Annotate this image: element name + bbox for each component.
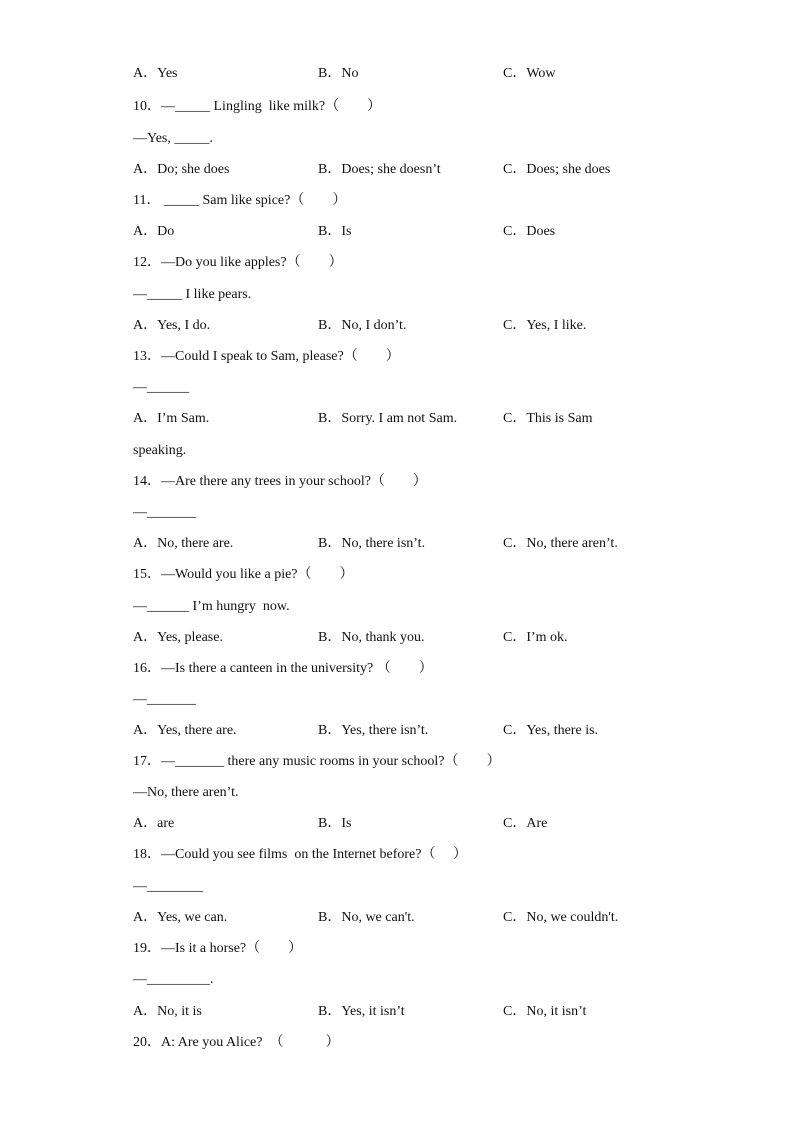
option-b: B．No xyxy=(318,66,359,81)
option-b: B．No, I don’t. xyxy=(318,318,407,333)
option-a: A．are xyxy=(133,816,175,831)
question-line: —_______ xyxy=(133,505,196,520)
option-c: C．No, it isn’t xyxy=(503,1004,587,1019)
question-line: —_________. xyxy=(133,972,214,987)
option-a: A．No, it is xyxy=(133,1004,202,1019)
option-c: C．Yes, I like. xyxy=(503,318,587,333)
question-line: 16．—Is there a canteen in the university? （ ） xyxy=(133,661,433,676)
option-a: A．Yes, there are. xyxy=(133,723,237,738)
question-line: —________ xyxy=(133,879,203,894)
question-line: 19．—Is it a horse?（ ） xyxy=(133,941,303,956)
option-b: B．Yes, it isn’t xyxy=(318,1004,405,1019)
option-c: C．Does xyxy=(503,224,556,239)
option-b: B．Is xyxy=(318,816,352,831)
option-c: C．Yes, there is. xyxy=(503,723,599,738)
question-line: 15．—Would you like a pie?（ ） xyxy=(133,567,354,582)
option-a: A．Yes, we can. xyxy=(133,910,228,925)
question-line: speaking. xyxy=(133,443,187,458)
option-c: C．Are xyxy=(503,816,548,831)
option-b: B．Is xyxy=(318,224,352,239)
question-line: 10．—_____ Lingling like milk?（ ） xyxy=(133,99,382,114)
option-c: C．Does; she does xyxy=(503,162,611,177)
option-a: A．Do; she does xyxy=(133,162,230,177)
question-line: —_______ xyxy=(133,692,196,707)
question-line: 17．—_______ there any music rooms in your school?（ ） xyxy=(133,754,501,769)
option-c: C．This is Sam xyxy=(503,411,593,426)
option-c: C．No, we couldn't. xyxy=(503,910,619,925)
option-b: B．Sorry. I am not Sam. xyxy=(318,411,458,426)
option-b: B．Yes, there isn’t. xyxy=(318,723,429,738)
question-line: 12．—Do you like apples?（ ） xyxy=(133,255,343,270)
question-line: 18．—Could you see films on the Internet before?（ ） xyxy=(133,847,467,862)
option-a: A．Yes, please. xyxy=(133,630,223,645)
option-c: C．No, there aren’t. xyxy=(503,536,618,551)
option-c: C．Wow xyxy=(503,66,556,81)
question-line: 20．A: Are you Alice? （ ） xyxy=(133,1035,340,1050)
option-a: A．No, there are. xyxy=(133,536,234,551)
option-c: C．I’m ok. xyxy=(503,630,568,645)
question-line: —Yes, _____. xyxy=(133,131,213,146)
option-a: A．Yes xyxy=(133,66,178,81)
option-a: A．I’m Sam. xyxy=(133,411,210,426)
question-line: 14．—Are there any trees in your school?（ ） xyxy=(133,474,427,489)
option-a: A．Do xyxy=(133,224,175,239)
question-line: —_____ I like pears. xyxy=(133,287,252,302)
question-line: —______ xyxy=(133,380,189,395)
question-line: 13．—Could I speak to Sam, please?（ ） xyxy=(133,349,400,364)
question-line: 11． _____ Sam like spice?（ ） xyxy=(133,193,347,208)
option-a: A．Yes, I do. xyxy=(133,318,211,333)
question-line: —______ I’m hungry now. xyxy=(133,599,290,614)
option-b: B．Does; she doesn’t xyxy=(318,162,441,177)
option-b: B．No, we can't. xyxy=(318,910,415,925)
question-line: —No, there aren’t. xyxy=(133,785,239,800)
option-b: B．No, there isn’t. xyxy=(318,536,426,551)
option-b: B．No, thank you. xyxy=(318,630,425,645)
